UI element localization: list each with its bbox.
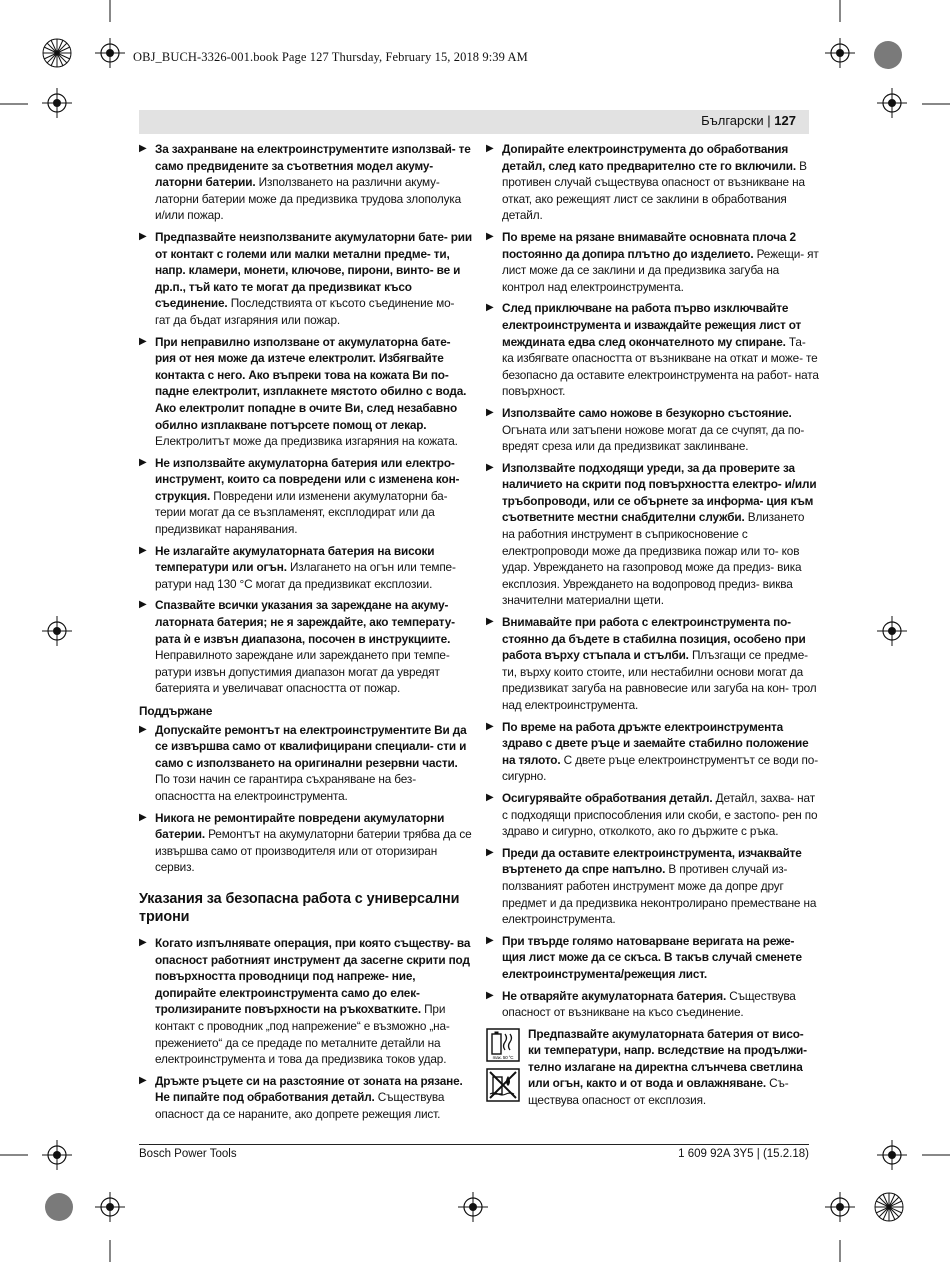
item-text: Електролитът може да предизвика изгаряния на кожата. xyxy=(155,434,458,449)
bullet-triangle-icon: ▶ xyxy=(486,791,494,803)
bullet-triangle-icon: ▶ xyxy=(139,1074,147,1086)
item-text: В противен случай съществува опасност от възникване на откат, ако режещият лист се заклини в обработвания детайл. xyxy=(502,158,807,223)
item-text: Ремонтът на акумулаторни батерии трябва да се извършва само от производителя или от оторизиран сервиз. xyxy=(155,827,472,875)
list-item xyxy=(139,543,472,593)
warning-bold-text: Предпазвайте акумулаторната батерия от висо- ки температури, напр. вследствие на продължи- телно излагане на директна слънчева светлина или огън, както и от вода и овлажняване. xyxy=(528,1026,807,1091)
bullet-triangle-icon: ▶ xyxy=(486,934,494,946)
item-bold-text: По време на рязане внимавайте основната плоча 2 постоянно да допира плътно до изделието. xyxy=(502,229,796,261)
item-text: Повредени или изменени акумулаторни ба- терии могат да се възпламенят, експлодират или да предизвикат наранявания. xyxy=(155,488,448,537)
list-item xyxy=(139,597,472,697)
item-text: Последствията от късото съединение мо- гат да бъдат изгаряния или пожар. xyxy=(155,296,455,327)
header-separator: | xyxy=(763,113,775,128)
item-bold-text: Допирайте електроинструмента до обработвания детайл, след като предварително сте го включили. xyxy=(502,142,797,173)
bullet-triangle-icon: ▶ xyxy=(486,846,494,858)
footer-rule xyxy=(139,1144,809,1145)
item-bold-text: Предпазвайте неизползваните акумулаторни бате- рии от контакт с големи или малки метални предме- ти, напр. кламери, монети, ключове, пирони, винто- ве и др.п., тъй като те могат да предизвикат късо съединение. xyxy=(155,229,472,311)
item-text: Съществува опасност от възникване на късо съединение. xyxy=(502,988,796,1020)
item-bold-text: Не отваряйте акумулаторната батерия. xyxy=(502,988,727,1003)
no-water-icon xyxy=(486,1068,520,1102)
list-item xyxy=(139,455,472,538)
header-text xyxy=(701,113,796,128)
item-text: Та- ка избягвате опасността от възникване на откат и може- те безопасно да оставите електроинструмента на работ- ната повърхност. xyxy=(502,334,819,399)
item-bold-text: Никога не ремонтирайте повредени акумулаторни батерии. xyxy=(155,810,445,842)
item-bold-text: Използвайте подходящи уреди, за да проверите за наличието на скрити под повърхността електро- и/или тръбопроводи, или се обърнете за информа- ция към съответните местни снабдителни служби. xyxy=(502,460,817,525)
item-bold-text: Не използвайте акумулаторна батерия или електро- инструмент, които са повредени или с изменена кон- струкция. xyxy=(155,455,460,503)
list-item xyxy=(486,300,819,400)
item-bold-text: Не излагайте акумулаторната батерия на високи температури или огън. xyxy=(155,543,435,575)
item-bold-text: За захранване на електроинструментите използвай- те само предвидените за съответния модел акуму- латорни батерии. xyxy=(155,142,471,190)
item-text: При контакт с проводник „под напрежение“ е възможно „на- прежението“ да се предаде по металните детайли на електроинструмента и това да предизвика токов удар. xyxy=(155,1002,450,1067)
list-item xyxy=(486,790,819,840)
temperature-label: max. 50 °C xyxy=(492,1054,514,1060)
bullet-triangle-icon: ▶ xyxy=(486,406,494,418)
warning-text: Съ- ществува опасност от експлозия. xyxy=(528,1076,789,1108)
item-text: С двете ръце електроинструментът се води по-сигурно. xyxy=(502,752,818,784)
bullet-triangle-icon: ▶ xyxy=(139,335,147,347)
bullet-triangle-icon: ▶ xyxy=(139,936,147,948)
battery-warning xyxy=(486,1026,819,1109)
item-bold-text: При твърде голямо натоварване веригата на реже- щия лист може да се скъса. В такъв случай сменете електроинструмента/режещия лист. xyxy=(502,933,802,981)
bullet-triangle-icon: ▶ xyxy=(139,544,147,556)
bullet-triangle-icon: ▶ xyxy=(139,723,147,735)
item-bold-text: Осигурявайте обработвания детайл. xyxy=(502,790,713,805)
subheading-maintenance: Поддържане xyxy=(139,704,213,718)
bullet-triangle-icon: ▶ xyxy=(486,616,494,628)
print-slug: OBJ_BUCH-3326-001.book Page 127 Thursday, February 15, 2018 9:39 AM xyxy=(133,50,528,64)
bullet-triangle-icon: ▶ xyxy=(139,456,147,468)
list-item xyxy=(139,334,472,450)
item-text: Плъзгащи се предме- ти, върху които стоите, или нестабилни основи могат да предизвикат загуба на равновесие или загуба на кон- трол над електроинструмента. xyxy=(502,648,817,712)
warning-icons xyxy=(486,1028,520,1107)
bullet-triangle-icon: ▶ xyxy=(486,143,494,154)
list-item xyxy=(139,935,472,1068)
bullet-triangle-icon: ▶ xyxy=(486,302,494,314)
list-item xyxy=(486,988,819,1021)
item-text: Влизането на работния инструмент в съприкосновение с електропроводи може да предизвика пожар или то- ков удар. Увреждането на газопровод може да предиз- вика експлозия. Увреждането на водопровод предиз- виква значителни материални щети. xyxy=(502,510,805,608)
item-text: Огъната или затъпени ножове могат да се счупят, да по- вредят среза или да предизвикат заклинване. xyxy=(502,422,805,454)
list-item xyxy=(139,810,472,876)
item-bold-text: Допускайте ремонтът на електроинструментите Ви да се извършва само от квалифицирани специали- сти и само с използването на оригинални резервни части. xyxy=(155,722,467,770)
section-title: Указания за безопасна работа с универсални триони xyxy=(139,890,460,926)
bullet-triangle-icon: ▶ xyxy=(486,989,494,1001)
list-item xyxy=(486,719,819,785)
bullet-triangle-icon: ▶ xyxy=(139,230,147,242)
item-text: Режещи- ят лист може да се заклини и да предизвика загуба на контрол над електроинструмента. xyxy=(502,246,819,294)
item-bold-text: След приключване на работа първо изключвайте електроинструмента и изваждайте режещия лист от междината едва след окончателното му спиране. xyxy=(502,301,802,349)
bullet-triangle-icon: ▶ xyxy=(139,599,147,611)
bullet-triangle-icon: ▶ xyxy=(486,461,494,473)
list-item xyxy=(486,141,819,224)
footer-doc-number: 1 609 92A 3Y5 | (15.2.18) xyxy=(678,1148,809,1160)
bullet-triangle-icon: ▶ xyxy=(139,811,147,823)
item-bold-text: Спазвайте всички указания за зареждане на акуму- латорната батерия; не я зареждайте, ако температу- рата ѝ е извън диапазона, посочен в инструкциите. xyxy=(155,598,455,646)
list-item xyxy=(139,1073,472,1123)
item-text: Детайл, захва- нат с подходящи приспособления или скоби, е застопо- рен по здраво и сигурно, отколкото, ако го държите с ръка. xyxy=(502,790,818,839)
item-bold-text: При неправилно използване от акумулаторна бате- рия от нея може да изтече електролит. Избягвайте контакта с него. Ако въпреки това на кожата Ви по- падне електролит, изплакнете мястото обилно с вода. Ако електролит попадне в очите Ви, след незабавно обилно изплакване потърсете помощ от лекар. xyxy=(155,334,467,432)
item-bold-text: Дръжте ръцете си на разстояние от зоната на рязане. Не пипайте под обработвания детайл. xyxy=(155,1073,463,1105)
list-item xyxy=(486,460,819,609)
item-bold-text: По време на работа дръжте електроинструмента здраво с двете ръце и заемайте стабилно положение на тялото. xyxy=(502,719,809,767)
right-column xyxy=(486,141,819,1109)
bullet-triangle-icon: ▶ xyxy=(486,230,494,242)
bullet-triangle-icon: ▶ xyxy=(486,720,494,732)
header-language: Български xyxy=(701,113,764,128)
item-bold-text: Внимавайте при работа с електроинструмента по- стоянно да бъдете в стабилна позиция, особено при работа върху стъпала и стълби. xyxy=(502,615,806,663)
page-number: 127 xyxy=(774,113,796,128)
battery-temperature-icon xyxy=(486,1028,520,1062)
item-bold-text: Преди да оставите електроинструмента, изчаквайте въртенето да спре напълно. xyxy=(502,845,802,877)
list-item xyxy=(139,141,472,224)
bullet-triangle-icon: ▶ xyxy=(139,143,147,154)
item-text: Съществува опасност да се нараните, ако допрете режещия лист. xyxy=(155,1090,445,1121)
list-item xyxy=(486,229,819,295)
item-text: По този начин се гарантира съхраняване на без- опасността на електроинструмента. xyxy=(155,772,416,803)
list-item xyxy=(486,933,819,983)
left-column xyxy=(139,141,472,1127)
list-item xyxy=(486,845,819,928)
item-bold-text: Когато изпълнявате операция, при която съществу- ва опасност работният инструмент да засегне скрити под повърхността проводници под напреже- ние, допирайте електроинструмента само до елек- тролизираните повърхности на ръкохватките. xyxy=(155,935,471,1017)
item-text: Излагането на огън или темпе- ратури над 130 °C могат да предизвикат експлозии. xyxy=(155,560,456,591)
page-header xyxy=(139,110,809,134)
item-text: В противен случай из- ползваният работен инструмент може да допре друг предмет и да предизвика неконтролирано преместване на електроинструмента. xyxy=(502,862,817,927)
item-bold-text: Използвайте само ножове в безукорно състояние. xyxy=(502,405,792,420)
item-text: Използването на различни акуму- латорни батерии може да предизвика трудова злополука и/или пожар. xyxy=(155,175,462,223)
list-item xyxy=(486,405,819,455)
list-item xyxy=(486,614,819,714)
list-item xyxy=(139,722,472,805)
footer-brand: Bosch Power Tools xyxy=(139,1148,237,1160)
list-item xyxy=(139,229,472,329)
item-text: Неправилното зареждане или зареждането при темпе- ратури извън допустимия диапазон могат да увредят батерията и увеличават опасността от пожар. xyxy=(155,648,450,696)
